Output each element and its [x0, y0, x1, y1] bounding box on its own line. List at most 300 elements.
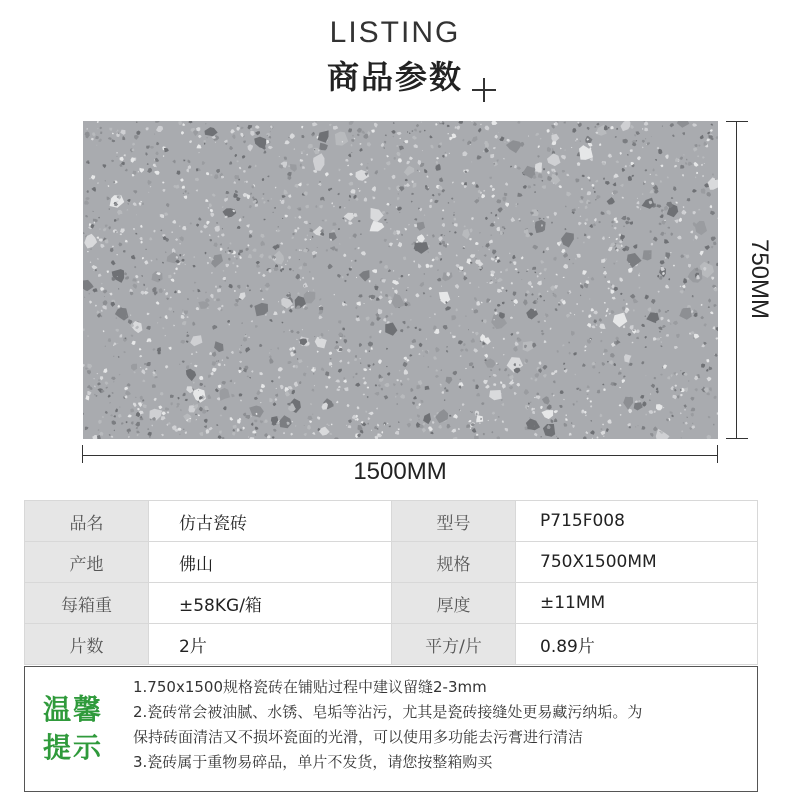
terrazzo-chip [647, 142, 650, 145]
terrazzo-chip [454, 231, 456, 233]
terrazzo-chip [94, 378, 95, 379]
terrazzo-chip [133, 403, 137, 408]
terrazzo-chip [664, 239, 669, 244]
terrazzo-chip [199, 432, 203, 436]
terrazzo-chip [154, 133, 155, 134]
terrazzo-chip [139, 168, 144, 173]
terrazzo-chip [468, 329, 469, 330]
terrazzo-chip [716, 263, 718, 266]
terrazzo-chip [470, 228, 473, 232]
terrazzo-chip [205, 199, 208, 202]
terrazzo-chip [168, 275, 171, 279]
terrazzo-chip [492, 250, 497, 255]
terrazzo-chip [384, 168, 386, 170]
terrazzo-chip [565, 206, 567, 208]
terrazzo-chip [131, 255, 136, 260]
terrazzo-chip [409, 354, 412, 356]
terrazzo-chip [146, 326, 151, 330]
terrazzo-chip [495, 214, 497, 217]
terrazzo-chip [587, 385, 590, 388]
terrazzo-chip [303, 373, 307, 377]
terrazzo-chip [242, 155, 245, 159]
terrazzo-chip [706, 392, 710, 395]
terrazzo-chip [398, 193, 399, 194]
terrazzo-chip [249, 234, 252, 238]
terrazzo-chip [337, 193, 339, 196]
terrazzo-chip [445, 154, 448, 157]
terrazzo-chip [543, 374, 547, 378]
terrazzo-chip [554, 212, 557, 216]
terrazzo-chip [638, 425, 639, 426]
notice-text [133, 675, 753, 775]
terrazzo-chip [642, 140, 645, 143]
terrazzo-chip [540, 260, 544, 264]
terrazzo-chip [214, 341, 224, 352]
terrazzo-chip [502, 302, 505, 305]
terrazzo-chip [331, 366, 332, 367]
terrazzo-chip [537, 281, 542, 286]
terrazzo-chip [491, 195, 495, 198]
terrazzo-chip [435, 329, 439, 334]
terrazzo-chip [634, 134, 636, 137]
terrazzo-chip [168, 307, 172, 310]
height-dimension-cap-bottom [726, 438, 748, 439]
terrazzo-chip [422, 428, 426, 433]
width-dimension-cap-right [717, 445, 718, 463]
terrazzo-chip [610, 353, 615, 358]
terrazzo-chip [416, 241, 418, 243]
terrazzo-chip [166, 203, 170, 207]
terrazzo-chip [112, 139, 116, 142]
terrazzo-chip [164, 289, 166, 290]
terrazzo-chip [242, 371, 243, 372]
terrazzo-chip [140, 225, 143, 228]
terrazzo-chip [212, 368, 217, 372]
terrazzo-chip [611, 289, 615, 294]
terrazzo-chip [272, 436, 275, 438]
terrazzo-chip [135, 233, 137, 235]
terrazzo-chip [665, 311, 668, 313]
terrazzo-chip [230, 380, 233, 383]
terrazzo-chip [99, 127, 102, 130]
terrazzo-chip [562, 170, 565, 173]
terrazzo-chip [592, 184, 595, 187]
terrazzo-chip [236, 127, 240, 131]
terrazzo-chip [260, 402, 261, 403]
terrazzo-chip [397, 207, 402, 211]
terrazzo-chip [209, 204, 212, 208]
terrazzo-chip [604, 349, 609, 353]
terrazzo-chip [620, 293, 622, 295]
terrazzo-chip [544, 268, 547, 272]
terrazzo-chip [460, 410, 461, 412]
terrazzo-chip [572, 263, 574, 264]
terrazzo-chip [613, 263, 615, 265]
terrazzo-chip [338, 179, 340, 182]
terrazzo-chip [575, 178, 579, 182]
terrazzo-chip [158, 406, 162, 410]
terrazzo-chip [430, 199, 433, 203]
terrazzo-chip [485, 217, 488, 220]
terrazzo-chip [136, 131, 140, 135]
terrazzo-chip [656, 390, 659, 393]
terrazzo-chip [111, 436, 114, 438]
terrazzo-chip [349, 173, 353, 176]
terrazzo-chip [680, 394, 683, 396]
terrazzo-chip [367, 364, 371, 367]
terrazzo-chip [558, 303, 560, 305]
terrazzo-chip [292, 237, 295, 239]
terrazzo-chip [188, 165, 191, 169]
terrazzo-chip [584, 411, 587, 414]
terrazzo-chip [291, 421, 293, 422]
terrazzo-chip [671, 374, 673, 377]
terrazzo-chip [496, 436, 500, 439]
terrazzo-chip [171, 402, 173, 405]
terrazzo-chip [667, 319, 670, 322]
terrazzo-chip [546, 247, 550, 251]
terrazzo-chip [619, 404, 622, 406]
terrazzo-chip [363, 368, 367, 371]
terrazzo-chip [142, 380, 145, 383]
terrazzo-chip [218, 363, 221, 366]
terrazzo-chip [538, 321, 541, 323]
terrazzo-chip [607, 197, 615, 205]
terrazzo-chip [704, 245, 710, 250]
terrazzo-chip [97, 382, 101, 385]
terrazzo-chip [188, 121, 192, 123]
terrazzo-chip [485, 385, 489, 389]
terrazzo-chip [367, 170, 368, 171]
terrazzo-chip [250, 131, 254, 136]
terrazzo-chip [445, 306, 451, 310]
terrazzo-chip [141, 369, 145, 374]
terrazzo-chip [667, 310, 669, 312]
terrazzo-chip [239, 351, 242, 353]
terrazzo-chip [235, 299, 238, 303]
terrazzo-chip [335, 249, 338, 252]
terrazzo-chip [429, 205, 432, 209]
terrazzo-chip [546, 404, 551, 409]
terrazzo-chip [582, 310, 584, 312]
terrazzo-chip [319, 310, 324, 315]
terrazzo-chip [602, 236, 605, 240]
terrazzo-chip [417, 414, 420, 418]
terrazzo-chip [491, 121, 497, 125]
terrazzo-chip [250, 304, 253, 308]
terrazzo-chip [183, 429, 184, 430]
terrazzo-chip [234, 256, 236, 258]
terrazzo-chip [157, 347, 161, 352]
terrazzo-chip [585, 205, 588, 209]
terrazzo-chip [150, 186, 152, 187]
terrazzo-chip [103, 228, 107, 231]
terrazzo-chip [268, 146, 273, 149]
terrazzo-chip [551, 393, 553, 395]
terrazzo-chip [94, 394, 96, 396]
terrazzo-chip [510, 333, 513, 336]
terrazzo-chip [100, 132, 102, 135]
terrazzo-chip [83, 329, 85, 332]
terrazzo-chip [609, 313, 611, 315]
terrazzo-chip [155, 158, 159, 162]
terrazzo-chip [590, 430, 595, 435]
terrazzo-chip [357, 128, 362, 133]
terrazzo-chip [578, 208, 579, 209]
terrazzo-chip [552, 141, 557, 145]
terrazzo-chip [235, 271, 237, 273]
terrazzo-chip [87, 128, 88, 129]
terrazzo-chip [503, 354, 505, 355]
terrazzo-chip [534, 191, 536, 193]
terrazzo-chip [539, 361, 542, 365]
terrazzo-chip [615, 136, 617, 138]
terrazzo-chip [607, 281, 610, 284]
terrazzo-chip [95, 136, 99, 139]
terrazzo-chip [134, 135, 139, 140]
terrazzo-chip [346, 273, 349, 276]
terrazzo-chip [359, 270, 370, 281]
terrazzo-chip [328, 264, 333, 270]
terrazzo-chip [165, 365, 168, 369]
spec-value: 0.89片 [516, 624, 758, 665]
terrazzo-chip [375, 285, 376, 286]
terrazzo-chip [304, 238, 307, 241]
terrazzo-chip [342, 218, 344, 220]
terrazzo-chip [683, 206, 685, 208]
terrazzo-chip [244, 182, 245, 183]
terrazzo-chip [716, 136, 719, 139]
terrazzo-chip [428, 251, 430, 253]
terrazzo-chip [117, 210, 123, 215]
notice-title-line: 提示 [43, 731, 104, 764]
terrazzo-chip [342, 328, 345, 331]
terrazzo-chip [561, 232, 574, 247]
terrazzo-chip [681, 430, 683, 432]
terrazzo-chip [443, 325, 448, 330]
terrazzo-chip [146, 362, 150, 366]
terrazzo-chip [623, 299, 624, 300]
terrazzo-chip [207, 308, 208, 309]
terrazzo-chip [527, 269, 529, 271]
terrazzo-chip [393, 270, 394, 271]
terrazzo-chip [494, 135, 498, 139]
terrazzo-chip [629, 426, 631, 428]
terrazzo-chip [627, 217, 631, 221]
terrazzo-chip [697, 155, 699, 157]
terrazzo-chip [135, 275, 139, 279]
terrazzo-chip [370, 208, 383, 223]
terrazzo-chip [481, 402, 484, 405]
terrazzo-chip [322, 220, 325, 222]
terrazzo-chip [270, 349, 271, 350]
terrazzo-chip [196, 127, 200, 131]
listing-title-en: LISTING [329, 16, 461, 49]
terrazzo-chip [685, 255, 689, 259]
terrazzo-chip [432, 234, 435, 237]
terrazzo-chip [489, 240, 493, 244]
terrazzo-chip [187, 332, 188, 333]
terrazzo-chip [360, 143, 362, 145]
terrazzo-chip [127, 199, 131, 202]
terrazzo-chip [602, 424, 604, 426]
terrazzo-chip [564, 423, 568, 427]
terrazzo-chip [312, 236, 314, 238]
terrazzo-chip [471, 411, 473, 413]
terrazzo-chip [225, 280, 226, 281]
terrazzo-chip [131, 421, 134, 424]
terrazzo-chip [658, 291, 660, 293]
terrazzo-chip [531, 293, 533, 295]
terrazzo-chip [623, 325, 625, 328]
terrazzo-chip [516, 203, 518, 205]
terrazzo-chip [521, 256, 524, 259]
terrazzo-chip [695, 177, 696, 179]
terrazzo-chip [438, 145, 441, 148]
terrazzo-chip [213, 243, 217, 248]
terrazzo-chip [243, 427, 245, 430]
terrazzo-chip [108, 395, 111, 398]
terrazzo-chip [646, 312, 659, 322]
terrazzo-chip [386, 212, 389, 215]
terrazzo-chip [300, 159, 304, 162]
terrazzo-chip [432, 194, 435, 196]
terrazzo-chip [612, 190, 618, 195]
terrazzo-chip [187, 192, 189, 194]
terrazzo-chip [244, 335, 247, 338]
terrazzo-chip [154, 398, 157, 402]
terrazzo-chip [227, 320, 230, 323]
terrazzo-chip [684, 387, 688, 392]
terrazzo-chip [490, 223, 495, 227]
terrazzo-chip [234, 175, 239, 179]
terrazzo-chip [566, 314, 570, 318]
terrazzo-chip [277, 229, 281, 232]
terrazzo-chip [371, 347, 373, 350]
terrazzo-chip [100, 244, 104, 248]
terrazzo-chip [476, 301, 480, 306]
terrazzo-chip [386, 222, 387, 223]
terrazzo-chip [116, 131, 117, 132]
spec-value: 750X1500MM [516, 542, 758, 583]
terrazzo-chip [137, 281, 140, 284]
terrazzo-chip [216, 361, 218, 362]
terrazzo-chip [331, 423, 333, 425]
terrazzo-chip [87, 391, 91, 395]
terrazzo-chip [594, 191, 596, 193]
terrazzo-chip [141, 202, 144, 205]
terrazzo-chip [247, 244, 249, 246]
terrazzo-chip [449, 137, 453, 141]
terrazzo-chip [610, 126, 614, 129]
terrazzo-chip [89, 178, 90, 179]
terrazzo-chip [195, 178, 199, 182]
terrazzo-chip [587, 236, 591, 239]
terrazzo-chip [315, 121, 317, 122]
terrazzo-chip [551, 419, 554, 423]
terrazzo-chip [239, 348, 240, 349]
terrazzo-chip [607, 361, 609, 363]
terrazzo-chip [356, 418, 358, 421]
terrazzo-chip [243, 337, 247, 342]
terrazzo-chip [209, 427, 213, 430]
terrazzo-chip [368, 341, 373, 346]
terrazzo-chip [628, 363, 632, 366]
terrazzo-chip [103, 330, 105, 332]
terrazzo-chip [343, 379, 347, 383]
terrazzo-chip [273, 429, 277, 432]
terrazzo-chip [333, 206, 335, 208]
terrazzo-chip [211, 351, 216, 357]
terrazzo-chip [195, 414, 197, 416]
terrazzo-chip [281, 266, 283, 268]
terrazzo-chip [109, 293, 112, 296]
terrazzo-chip [663, 211, 665, 212]
terrazzo-chip [587, 394, 589, 395]
terrazzo-chip [345, 159, 348, 162]
terrazzo-chip [98, 274, 102, 278]
terrazzo-chip [670, 323, 672, 324]
terrazzo-chip [284, 157, 287, 160]
terrazzo-chip [352, 234, 357, 239]
terrazzo-chip [210, 174, 213, 176]
terrazzo-chip [449, 415, 451, 417]
terrazzo-chip [483, 433, 485, 435]
terrazzo-chip [319, 298, 322, 300]
terrazzo-chip [160, 392, 164, 396]
terrazzo-chip [612, 297, 616, 300]
terrazzo-chip [136, 121, 138, 123]
terrazzo-chip [613, 178, 614, 179]
terrazzo-chip [97, 258, 98, 260]
terrazzo-chip [389, 425, 391, 427]
terrazzo-chip [474, 297, 477, 301]
terrazzo-chip [704, 163, 705, 164]
terrazzo-chip [117, 156, 118, 157]
terrazzo-chip [217, 397, 221, 400]
terrazzo-chip [470, 338, 475, 343]
terrazzo-chip [96, 395, 98, 396]
terrazzo-chip [179, 364, 180, 365]
terrazzo-chip [494, 419, 496, 422]
terrazzo-chip [710, 311, 714, 314]
terrazzo-chip [505, 428, 509, 432]
terrazzo-chip [93, 288, 98, 292]
terrazzo-chip [471, 161, 472, 162]
terrazzo-chip [544, 320, 546, 322]
terrazzo-chip [115, 308, 129, 321]
terrazzo-chip [98, 429, 100, 431]
terrazzo-chip [572, 425, 575, 428]
terrazzo-chip [623, 397, 633, 410]
terrazzo-chip [654, 377, 657, 380]
terrazzo-chip [222, 277, 226, 280]
terrazzo-chip [516, 383, 520, 387]
terrazzo-chip [372, 269, 377, 273]
terrazzo-chip [435, 375, 439, 378]
terrazzo-chip [537, 155, 539, 158]
terrazzo-chip [288, 361, 292, 364]
terrazzo-chip [637, 156, 641, 160]
terrazzo-chip [230, 129, 235, 133]
terrazzo-chip [418, 380, 423, 385]
terrazzo-chip [384, 219, 387, 221]
terrazzo-chip [679, 308, 692, 320]
terrazzo-chip [378, 309, 383, 315]
terrazzo-chip [508, 374, 510, 377]
terrazzo-chip [385, 315, 388, 318]
terrazzo-chip [625, 221, 630, 224]
